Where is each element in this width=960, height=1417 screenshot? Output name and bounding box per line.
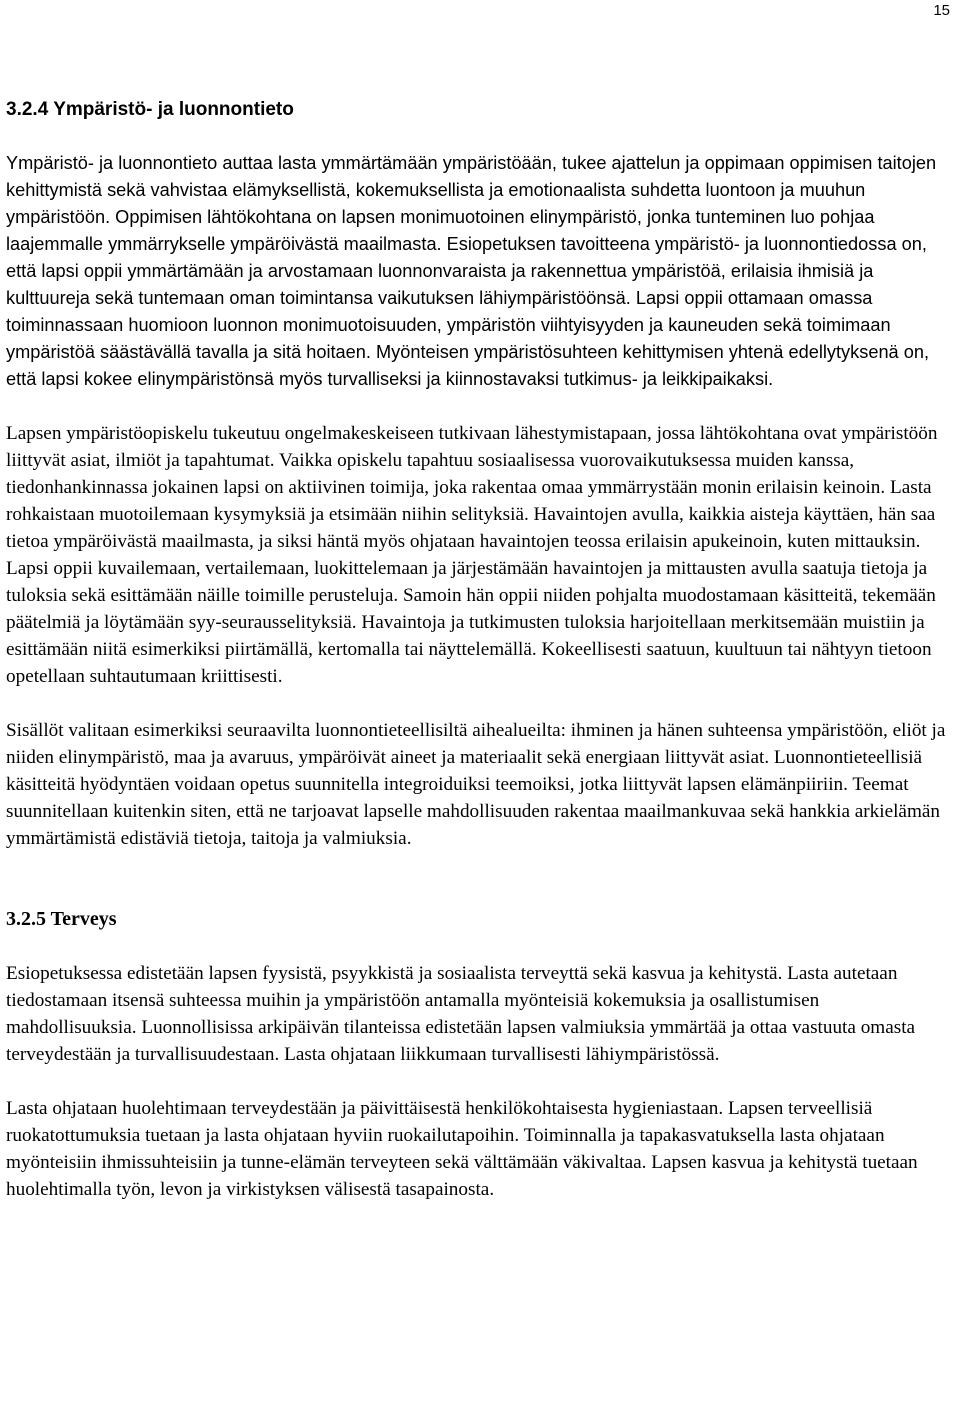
paragraph-ymparisto-2: Lapsen ympäristöopiskelu tukeutuu ongelmakeskeiseen tutkivaan lähestymistapaan, jossa lähtökohtana ovat ympäristöön liittyvät asiat, ilmiöt ja tapahtumat. Vaikka opiskelu tapahtuu sosiaalisessa vuorovaikutuksessa muiden kanssa, tiedonhankinnassa jokainen lapsi on aktiivinen toimija, joka rakentaa omaa ymmärrystään monin erilaisin keinoin. Lasta rohkaistaan muotoilemaan kysymyksiä ja etsimään niihin selityksiä. Havaintojen avulla, kaikkia aisteja käyttäen, hän saa tietoa ympäröivästä maailmasta, ja siksi häntä myös ohjataan havaintojen teossa erilaisin apukeinoin, kuten mittauksin. Lapsi oppii kuvailemaan, vertailemaan, luokittelemaan ja järjestämään havaintojen ja mittausten avulla saatuja tietoja ja tuloksia sekä esittämään näille toimille perusteluja. Samoin hän oppii niiden pohjalta muodostamaan käsitteitä, tekemään päätelmiä ja löytämään syy-seurausselityksiä. Havaintoja ja tutkimusten tuloksia harjoitellaan merkitsemään muistiin ja esittämään niitä esimerkiksi piirtämällä, kertomalla tai näyttelemällä. Kokeellisesti saatuun, kuultuun tai nähtyyn tietoon opetellaan suhtautumaan kriittisesti. xyxy=(6,423,938,687)
paragraph-terveys-2: Lasta ohjataan huolehtimaan terveydestään ja päivittäisestä henkilökohtaisesta hygieniastaan. Lapsen terveellisiä ruokatottumuksia tuetaan ja lasta ohjataan hyviin ruokailutapoihin. Toiminnalla ja tapakasvatuksella lasta ohjataan myönteisiin ihmissuhteisiin ja tunne-elämän terveyteen sekä välttämään väkivaltaa. Lapsen kasvua ja kehitystä tuetaan huolehtimalla työn, levon ja virkistyksen välisestä tasapainosta. xyxy=(6,1098,918,1200)
document-body xyxy=(6,96,954,1203)
section-heading-ymparisto: 3.2.4 Ympäristö- ja luonnontieto xyxy=(6,99,294,120)
page-number: 15 xyxy=(933,2,950,19)
paragraph-terveys-1: Esiopetuksessa edistetään lapsen fyysistä, psyykkistä ja sosiaalista terveyttä sekä kasvua ja kehitystä. Lasta autetaan tiedostamaan itsensä suhteessa muihin ja ympäristöön antamalla myönteisiä kokemuksia ja osallistumisen mahdollisuuksia. Luonnollisissa arkipäivän tilanteissa edistetään lapsen valmiuksia ymmärtää ja ottaa vastuuta omasta terveydestään ja turvallisuudestaan. Lasta ohjataan liikkumaan turvallisesti lähiympäristössä. xyxy=(6,963,916,1065)
paragraph-ymparisto-1: Ympäristö- ja luonnontieto auttaa lasta ymmärtämään ympäristöään, tukee ajattelun ja oppimaan oppimisen taitojen kehittymistä sekä vahvistaa elämyksellistä, kokemuksellista ja emotionaalista suhdetta luontoon ja muuhun ympäristöön. Oppimisen lähtökohtana on lapsen monimuotoinen elinympäristö, jonka tunteminen luo pohjaa laajemmalle ymmärrykselle ympäröivästä maailmasta. Esiopetuksen tavoitteena ympäristö- ja luonnontiedossa on, että lapsi oppii ymmärtämään ja arvostamaan luonnonvaraista ja rakennettua ympäristöä, erilaisia ihmisiä ja kulttuureja sekä tuntemaan oman toimintansa vaikutuksen lähiympäristöönsä. Lapsi oppii ottamaan omassa toiminnassaan huomioon luonnon monimuotoisuuden, ympäristön viihtyisyyden ja kauneuden sekä toimimaan ympäristöä säästävällä tavalla ja sitä hoitaen. Myönteisen ympäristösuhteen kehittymisen yhtenä edellytyksenä on, että lapsi kokee elinympäristönsä myös turvalliseksi ja kiinnostavaksi tutkimus- ja leikkipaikaksi. xyxy=(6,153,937,389)
paragraph-ymparisto-3: Sisällöt valitaan esimerkiksi seuraavilta luonnontieteellisiltä aihealueilta: ihminen ja hänen suhteensa ympäristöön, eliöt ja niiden elinympäristö, maa ja avaruus, ympäröivät aineet ja materiaalit sekä energiaan liittyvät asiat. Luonnontieteellisiä käsitteitä hyödyntäen voidaan opetus suunnitella integroiduiksi teemoiksi, jotka liittyvät lapsen elämänpiiriin. Teemat suunnitellaan kuitenkin siten, että ne tarjoavat lapselle mahdollisuuden rakentaa maailmankuvaa sekä hankkia arkielämän ymmärtämistä edistäviä tietoja, taitoja ja valmiuksia. xyxy=(6,720,946,849)
section-heading-terveys: 3.2.5 Terveys xyxy=(6,908,117,930)
